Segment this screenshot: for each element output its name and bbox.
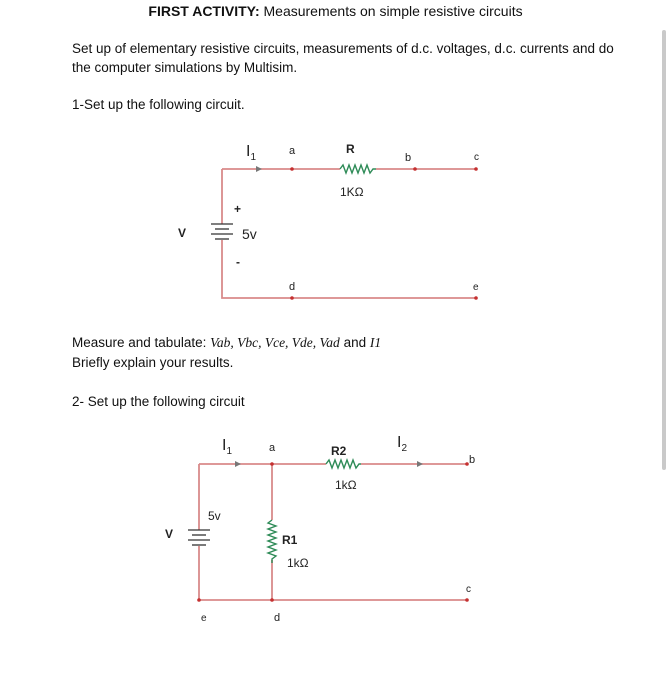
scrollbar-thumb[interactable]	[662, 30, 666, 470]
source-value-label: 5v	[242, 226, 257, 242]
resistor-r2-symbol	[326, 460, 361, 468]
current-i1-label: $I_1$	[222, 437, 233, 457]
source-value-label: 5v	[208, 509, 221, 523]
title-rest: Measurements on simple resistive circuits	[259, 3, 523, 19]
circuit-2-nodes	[197, 462, 469, 602]
source-name-label: V	[165, 527, 174, 541]
current-i2-arrow-icon	[417, 461, 423, 467]
title-bold: FIRST ACTIVITY:	[148, 3, 260, 19]
step2-heading: 2- Set up the following circuit	[72, 394, 245, 409]
r1-name-label: R1	[282, 533, 298, 547]
explain-text: Briefly explain your results.	[72, 355, 234, 370]
node-a-label: a	[269, 442, 276, 454]
node-b-label: b	[469, 454, 476, 466]
battery-2-symbol	[188, 530, 210, 545]
current-i1-label: $I_1$	[246, 143, 257, 163]
measure-variables: Vab, Vbc, Vce, Vde, Vad	[210, 335, 340, 350]
intro-text: Set up of elementary resistive circuits, measurements of d.c. voltages, d.c. currents and do the computer simulations by Multisim.	[72, 41, 614, 75]
resistor-r1-symbol	[268, 520, 276, 563]
source-name-label: V	[178, 226, 187, 240]
measure-text: Measure and tabulate: Vab, Vbc, Vce, Vde, Vad and I1	[72, 335, 382, 350]
r1-value-label: 1kΩ	[287, 556, 309, 570]
current-i1-arrow-icon	[235, 461, 241, 467]
node-a-label: a	[289, 145, 296, 157]
minus-label: -	[236, 255, 240, 269]
plus-label: +	[234, 202, 242, 216]
node-e-label: e	[473, 282, 479, 293]
node-c-label: c	[466, 584, 471, 595]
node-b-label: b	[405, 152, 412, 164]
node-e-label: e	[201, 613, 207, 624]
step1-heading: 1-Set up the following circuit.	[72, 97, 245, 112]
measure-current: I1	[369, 335, 382, 350]
resistor-value-label: 1KΩ	[340, 185, 364, 199]
r2-name-label: R2	[331, 444, 347, 458]
resistor-name-label: R	[346, 142, 355, 156]
node-d-label: d	[274, 612, 281, 624]
r2-value-label: 1kΩ	[335, 478, 357, 492]
current-i2-label: $I_2$	[397, 434, 408, 454]
node-c-label: c	[474, 152, 479, 163]
circuit-2-wires	[199, 464, 467, 600]
node-d-label: d	[289, 281, 296, 293]
